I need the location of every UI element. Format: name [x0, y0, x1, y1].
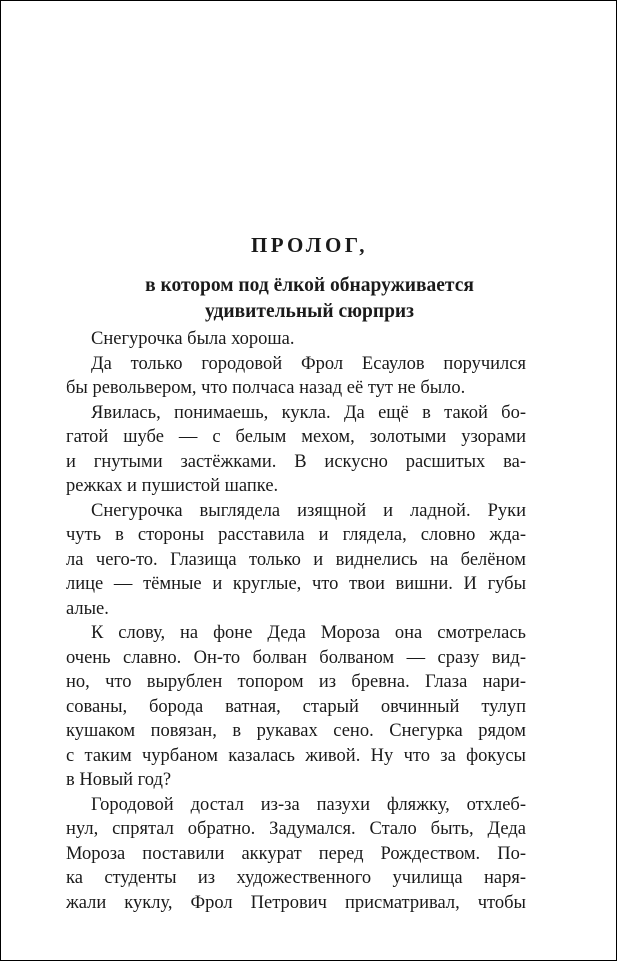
text-line: с таким чурбаном казалась живой. Ну что за фокусы [66, 745, 526, 766]
text-line: Снегурочка выглядела изящной и ладной. Руки [91, 500, 526, 521]
text-line: Явилась, понимаешь, кукла. Да ещё в такой бо- [91, 402, 526, 423]
text-line: ла чего-то. Глазища только и виднелись на белёном [66, 549, 526, 570]
text-line: алые. [66, 598, 109, 619]
text-line: сованы, борода ватная, старый овчинный тулуп [66, 696, 526, 717]
text-line: лице — тёмные и круглые, что твои вишни. И губы [66, 574, 526, 594]
text-line: но, что вырублен топором из бревна. Глаза нари- [66, 672, 526, 692]
text-line: ка студенты из художественного училища наря- [66, 868, 526, 888]
text-line: чуть в стороны расставила и глядела, словно жда- [66, 525, 526, 545]
text-line: бы револьвером, что полчаса назад её тут не было. [66, 378, 466, 398]
text-line: кушаком повязан, в рукавах сено. Снегурка рядом [66, 721, 526, 741]
chapter-subtitle-line-2: удивительный сюрприз [205, 301, 414, 322]
text-line: Мороза поставили аккурат перед Рождеством. По- [66, 843, 526, 864]
text-line: режках и пушистой шапке. [66, 476, 279, 496]
text-line: Снегурочка была хороша. [91, 329, 295, 349]
text-line: жали куклу, Фрол Петрович присматривал, чтобы [66, 892, 526, 913]
text-line: К слову, на фоне Деда Мороза она смотрелась [91, 623, 526, 643]
text-line: Да только городовой Фрол Есаулов поручился [91, 353, 526, 374]
text-line: гатой шубе — с белым мехом, золотыми узорами [66, 427, 526, 447]
text-line: нул, спрятал обратно. Задумался. Стало быть, Деда [66, 819, 526, 839]
chapter-title: ПРОЛОГ, [250, 233, 369, 257]
text-line: в Новый год? [66, 770, 172, 790]
text-line: очень славно. Он-то болван болваном — сразу вид- [66, 647, 526, 668]
text-line: и гнутыми застёжками. В искусно расшитых ва- [66, 451, 526, 472]
text-line: Городовой достал из-за пазухи фляжку, отхлеб- [91, 794, 526, 815]
chapter-subtitle-line-1: в котором под ёлкой обнаруживается [145, 275, 474, 296]
